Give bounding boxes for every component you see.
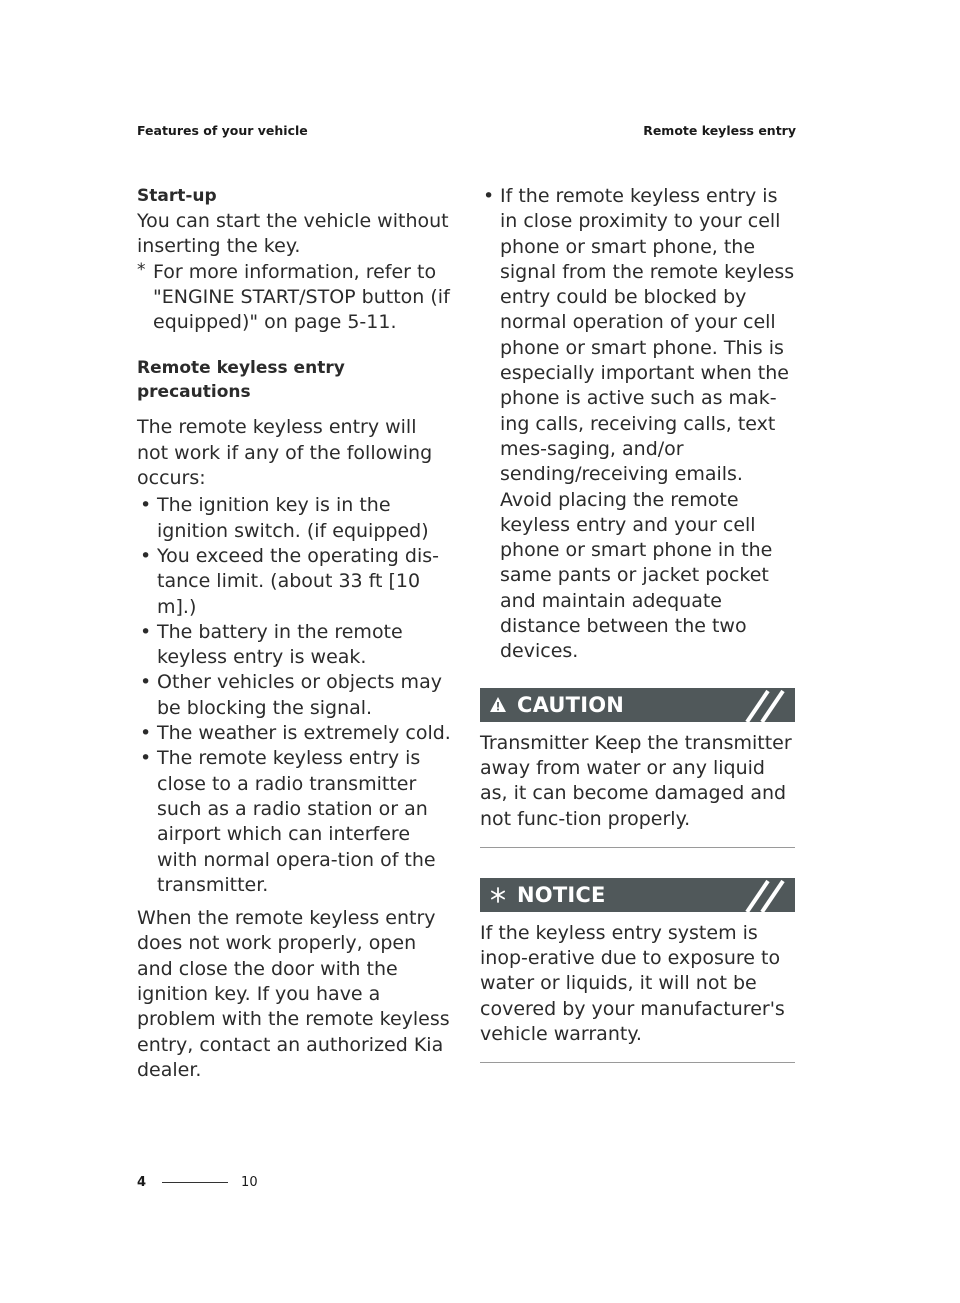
bullet-dot: •: [483, 185, 495, 207]
precautions-heading: Remote keyless entry precautions: [137, 358, 345, 403]
list-item: [137, 493, 453, 544]
reference-note-text: For more information, refer to "ENGINE START/STOP button (if equipped)" on page 5-11.: [153, 260, 450, 334]
right-column: [480, 184, 796, 1063]
list-item: [137, 670, 453, 721]
list-item: [137, 746, 453, 898]
list-item-text: The ignition key is in the ignition switch. (if equipped): [157, 494, 429, 542]
notice-text: If the keyless entry system is inop-erative due to exposure to water or liquids, it will not be covered by your manufacturer's vehicle warranty.: [480, 921, 785, 1046]
list-item-text: You exceed the operating dis-tance limit. (about 33 ft [10 m].): [157, 544, 439, 618]
precautions-list: [137, 493, 453, 898]
proximity-list: [480, 184, 796, 665]
precautions-intro: The remote keyless entry will not work if any of the following occurs:: [137, 416, 433, 490]
list-item: [137, 721, 453, 746]
slash-decoration: [743, 688, 795, 722]
list-item-text: Other vehicles or objects may be blocking the signal.: [157, 671, 442, 719]
caution-text: Transmitter Keep the transmitter away from water or any liquid as, it can become damaged and not func-tion properly.: [480, 731, 792, 830]
page-footer: [137, 1175, 258, 1190]
list-item: [480, 184, 796, 665]
notice-divider: [480, 1062, 795, 1063]
list-item: [137, 620, 453, 671]
bullet-dot: •: [140, 544, 152, 567]
running-header-section: Features of your vehicle: [137, 123, 308, 138]
running-header-topic: Remote keyless entry: [643, 123, 796, 138]
left-column: [137, 184, 453, 1083]
bullet-dot: •: [140, 494, 152, 517]
notice-banner: [480, 878, 795, 912]
section-number: 4: [137, 1175, 147, 1190]
list-item-text: The remote keyless entry is close to a radio transmitter such as a radio station or an airport which can interfere with normal opera-tion of the transmitter.: [157, 747, 436, 896]
list-item-text: The weather is extremely cold.: [157, 722, 451, 745]
page-number: 10: [241, 1175, 258, 1190]
asterisk-icon: [489, 886, 507, 904]
slash-decoration: [743, 878, 795, 912]
list-item: [137, 544, 453, 620]
footer-rule: [162, 1182, 228, 1183]
bullet-dot: •: [140, 722, 152, 745]
bullet-dot: •: [140, 620, 152, 643]
asterisk-mark: *: [137, 259, 146, 280]
closing-paragraph: When the remote keyless entry does not work properly, open and close the door with the ignition key. If you have a problem with the remote keyless entry, contact an authorized Kia dealer.: [137, 907, 450, 1081]
list-item-text: The battery in the remote keyless entry is weak.: [157, 620, 403, 669]
startup-text: You can start the vehicle without inserting the key.: [137, 210, 449, 258]
caution-banner: [480, 688, 795, 722]
list-item-text: If the remote keyless entry is in close proximity to your cell phone or smart phone, the signal from the remote keyless entry could be blocked by normal operation of your cell phone or smart phone. This is especially important when the phone is active such as mak-ing calls, receiving calls, text mes-saging, and/or sending/receiving emails. Avoid placing the remote keyless entry and your cell phone or smart phone in the same pants or jacket pocket and maintain adequate distance between the two devices.: [500, 185, 795, 663]
notice-title: NOTICE: [517, 882, 606, 907]
warning-icon: [489, 696, 507, 714]
reference-note: [137, 260, 453, 336]
startup-heading: Start-up: [137, 186, 217, 206]
bullet-dot: •: [140, 671, 152, 694]
bullet-dot: •: [140, 747, 152, 770]
caution-title: CAUTION: [517, 692, 625, 717]
